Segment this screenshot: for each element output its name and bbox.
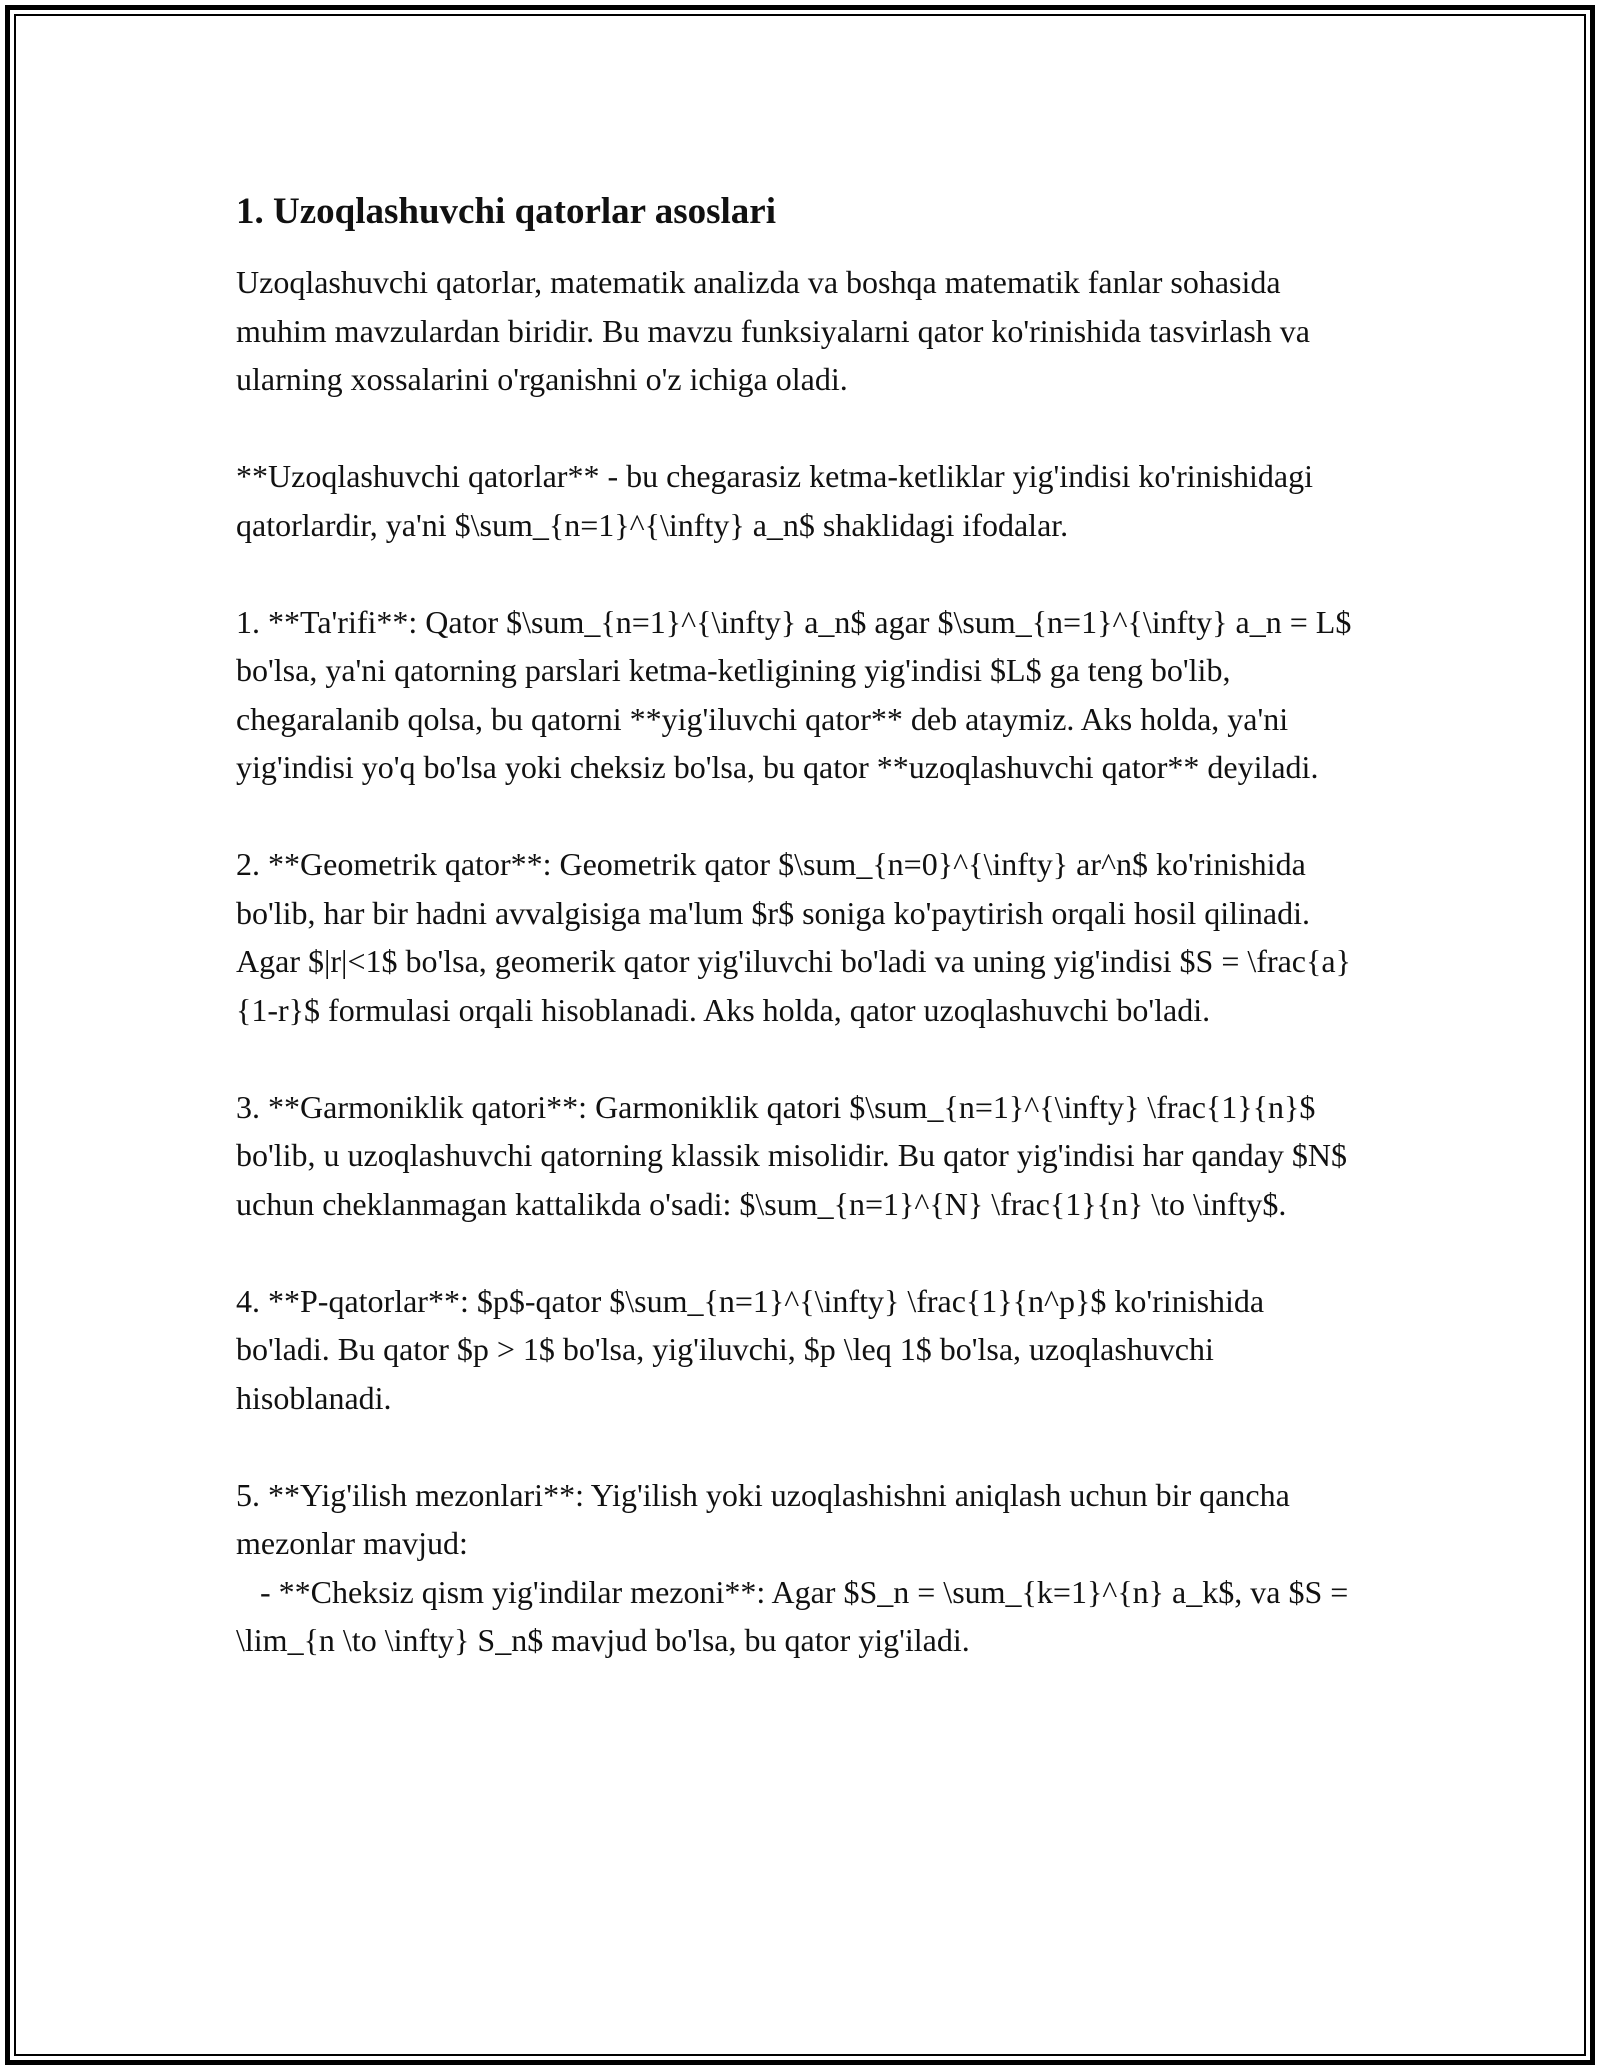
item-3-paragraph: 3. **Garmoniklik qatori**: Garmoniklik qatori $\sum_{n=1}^{\infty} \frac{1}{n}$ bo'lib, u uzoqlashuvchi qatorning klassik misolidir. Bu qator yig'indisi har qanday $N$ uchun cheklanmagan kattalikda o'sadi: $\sum_{n=1}^{N} \frac{1}{n} \to \infty$. [236,1088,1355,1222]
item-2-paragraph: 2. **Geometrik qator**: Geometrik qator $\sum_{n=0}^{\infty} ar^n$ ko'rinishida bo'lib, har bir hadni avvalgisiga ma'lum $r$ soniga ko'paytirish orqali hosil qilinadi. Agar $|r|<1$ bo'lsa, geomerik qator yig'iluvchi bo'ladi va uning yig'indisi $S = \frac{a}{1-r}$ formulasi orqali hisoblanadi. Aks holda, qator uzoqlashuvchi bo'ladi. [236,846,1351,1028]
item-4-paragraph: 4. **P-qatorlar**: $p$-qator $\sum_{n=1}^{\infty} \frac{1}{n^p}$ ko'rinishida bo'ladi. Bu qator $p > 1$ bo'lsa, yig'iluvchi, $p \leq 1$ bo'lsa, uzoqlashuvchi hisoblanadi. [236,1282,1273,1416]
item-1-paragraph: 1. **Ta'rifi**: Qator $\sum_{n=1}^{\infty} a_n$ agar $\sum_{n=1}^{\infty} a_n = L$ bo'lsa, ya'ni qatorning parslari ketma-ketligining yig'indisi $L$ ga teng bo'lib, chegaralanib qolsa, bu qatorni **yig'iluvchi qator** deb ataymiz. Aks holda, ya'ni yig'indisi yo'q bo'lsa yoki cheksiz bo'lsa, bu qator **uzoqlashuvchi qator** deyiladi. [236,603,1360,785]
item-5-paragraph: 5. **Yig'ilish mezonlari**: Yig'ilish yoki uzoqlashishni aniqlash uchun bir qancha mezonlar mavjud: - **Cheksiz qism yig'indilar mezoni**: Agar $S_n = \sum_{k=1}^{n} a_k$, va $S = \lim_{n \to \infty} S_n$ mavjud bo'lsa, bu qator yig'iladi. [236,1476,1349,1658]
intro-paragraph: Uzoqlashuvchi qatorlar, matematik analizda va boshqa matematik fanlar sohasida muhim mavzulardan biridir. Bu mavzu funksiyalarni qator ko'rinishida tasvirlash va ularning xossalarini o'rganishni o'z ichiga oladi. [236,264,1318,397]
section-heading: 1. Uzoqlashuvchi qatorlar asoslari [236,191,776,232]
definition-paragraph: **Uzoqlashuvchi qatorlar** - bu chegarasiz ketma-ketliklar yig'indisi ko'rinishidagi qatorlardir, ya'ni $\sum_{n=1}^{\infty} a_n$ shaklidagi ifodalar. [236,458,1322,543]
document-body [236,188,1360,1665]
